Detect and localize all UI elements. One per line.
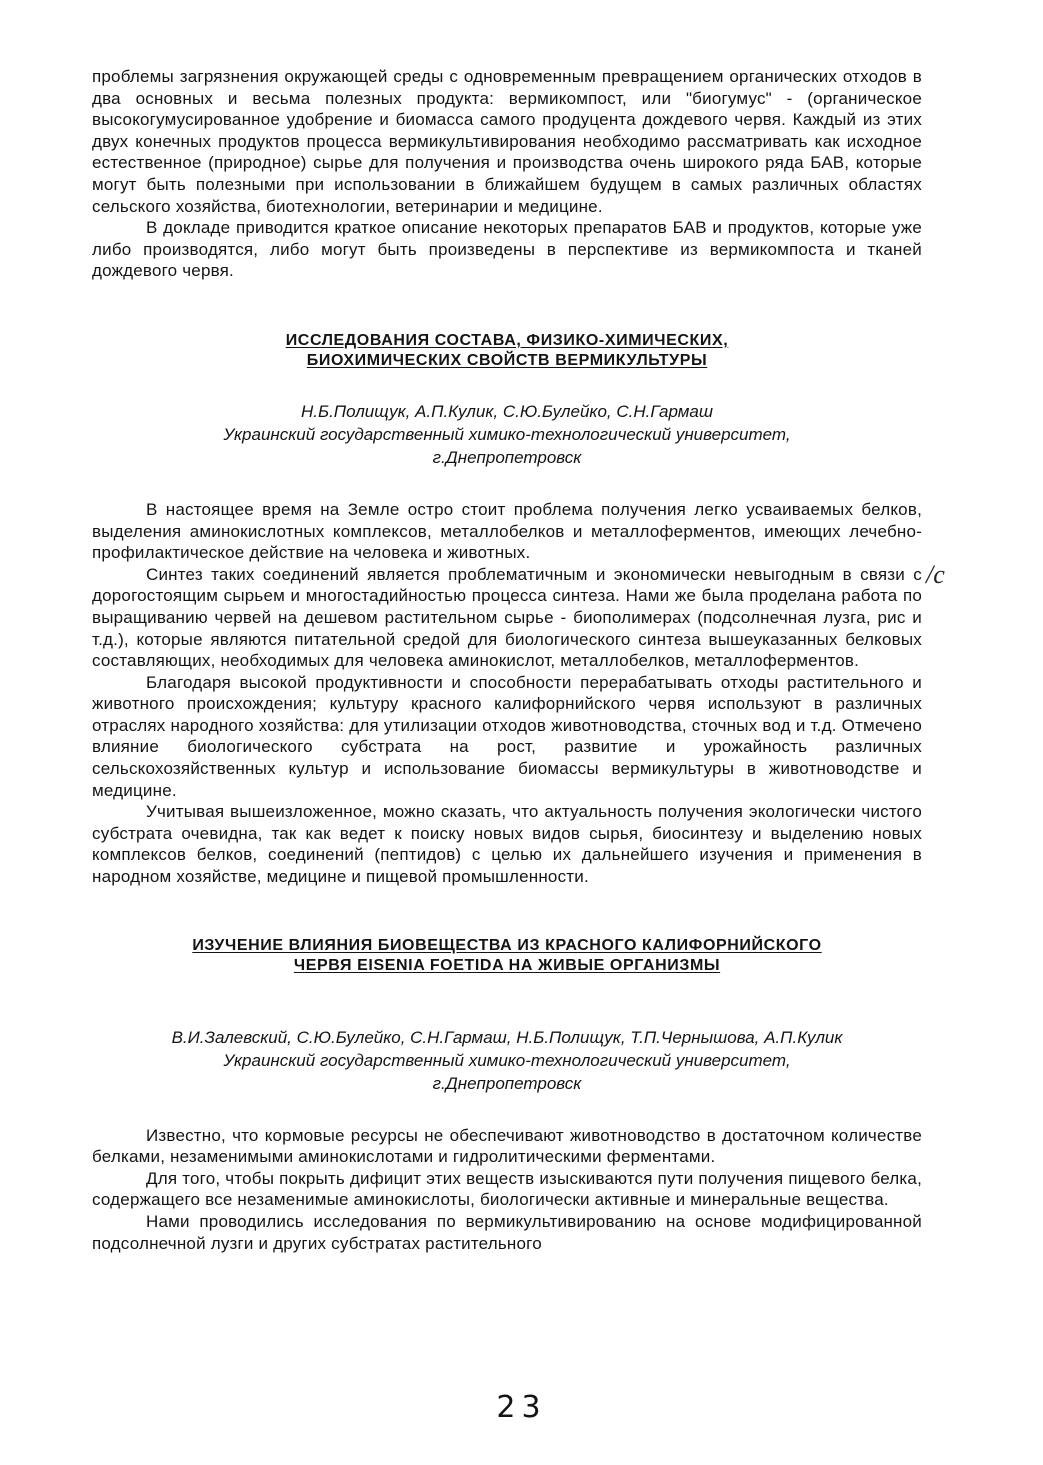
section2-body: [92, 1125, 922, 1255]
section1-paragraph-2: Синтез таких соединений является проблематичным и экономически невыгодным в связи с дорогостоящим сырьем и многостадийностью процесса синтеза. Нами же была проделана работа по выращиванию червей на дешевом растительном сырье - биополимерах (подсолнечная лузга, рис и т.д.), которые являются питательной средой для биологического синтеза вышеуказанных белковых составляющих, необходимых для человека аминокислот, металлобелков, металлоферментов.: [92, 564, 922, 671]
section1-paragraph-4: Учитывая вышеизложенное, можно сказать, что актуальность получения экологически чистого субстрата очевидна, так как ведет к поиску новых видов сырья, биосинтезу и выделению новых комплексов белков, соединений (пептидов) с целью их дальнейшего изучения и применения в народном хозяйстве, медицине и пищевой промышленности.: [92, 802, 922, 887]
section1-title-line1: ИССЛЕДОВАНИЯ СОСТАВА, ФИЗИКО-ХИМИЧЕСКИХ,: [285, 331, 729, 349]
section2-paragraph-3: Нами проводились исследования по вермикультивированию на основе модифицированной подсолнечной лузги и других субстратах растительного: [92, 1212, 922, 1253]
section2-paragraph-2: Для того, чтобы покрыть дифицит этих веществ изыскиваются пути получения пищевого белка, содержащего все незаменимые аминокислоты, биологически активные и минеральные вещества.: [92, 1168, 922, 1210]
section2-paragraph-1: Известно, что кормовые ресурсы не обеспечивают животноводство в достаточном количестве белками, незаменимыми аминокислотами и гидролитическими ферментами.: [92, 1125, 922, 1167]
intro-paragraph-2: В докладе приводится краткое описание некоторых препаратов БАВ и продуктов, которые уже либо производятся, либо могут быть произведены в перспективе из вермикомпоста и тканей дождевого червя.: [92, 218, 922, 281]
section2-affiliation-line1: Украинский государственный химико-технологический университет,: [223, 1050, 791, 1070]
section2-byline: [92, 1026, 922, 1095]
section2-title-line2: ЧЕРВЯ EISENIA FOETIDA НА ЖИВЫЕ ОРГАНИЗМЫ: [293, 956, 721, 974]
section1-title-line2: БИОХИМИЧЕСКИХ СВОЙСТВ ВЕРМИКУЛЬТУРЫ: [306, 351, 708, 369]
page-number: 23: [496, 1390, 547, 1425]
section2-authors: В.И.Залевский, С.Ю.Булейко, С.Н.Гармаш, Н.Б.Полищук, Т.П.Чернышова, А.П.Кулик: [171, 1027, 843, 1047]
section2-title: [92, 936, 922, 976]
section1-byline: [92, 400, 922, 469]
section2-title-line1: ИЗУЧЕНИЕ ВЛИЯНИЯ БИОВЕЩЕСТВА ИЗ КРАСНОГО КАЛИФОРНИЙСКОГО: [192, 936, 822, 954]
section1-paragraph-1: В настоящее время на Земле остро стоит проблема получения легко усваиваемых белков, выделения аминокислотных комплексов, металлобелков и металлоферментов, имеющих лечебно-профилактическое действие на человека и животных.: [92, 499, 922, 563]
intro-paragraph-1: проблемы загрязнения окружающей среды с одновременным превращением органических отходов в два основных и весьма полезных продукта: вермикомпост, или "биогумус" - (органическое высокогумусированное удобрение и биомасса самого продуцента дождевого червя. Каждый из этих двух конечных продуктов процесса вермикультивирования необходимо рассматривать как исходное естественное (природное) сырье для получения и производства очень широкого ряда БАВ, которые могут быть полезными при использовании в ближайшем будущем в самых различных областях сельского хозяйства, биотехнологии, ветеринарии и медицине.: [92, 67, 922, 216]
section1-authors: Н.Б.Полищук, А.П.Кулик, С.Ю.Булейко, С.Н.Гармаш: [301, 401, 713, 421]
section1-affiliation-line2: г.Днепропетровск: [432, 447, 582, 467]
section2-affiliation-line2: г.Днепропетровск: [432, 1073, 582, 1093]
section1-affiliation-line1: Украинский государственный химико-технологический университет,: [223, 424, 791, 444]
document-page: [92, 66, 922, 1254]
section1-title: [92, 331, 922, 371]
section1-body: [92, 499, 922, 888]
section1-paragraph-3: Благодаря высокой продуктивности и способности перерабатывать отходы растительного и животного происхождения; культуру красного калифорнийского червя используют в различных отраслях народного хозяйства: для утилизации отходов животноводства, сточных вод и т.д. Отмечено влияние биологического субстрата на рост, развитие и урожайность различных сельскохозяйственных культур и использование биомассы вермикультуры в животноводстве и медицине.: [92, 672, 922, 800]
margin-annotation: /с: [926, 560, 945, 589]
